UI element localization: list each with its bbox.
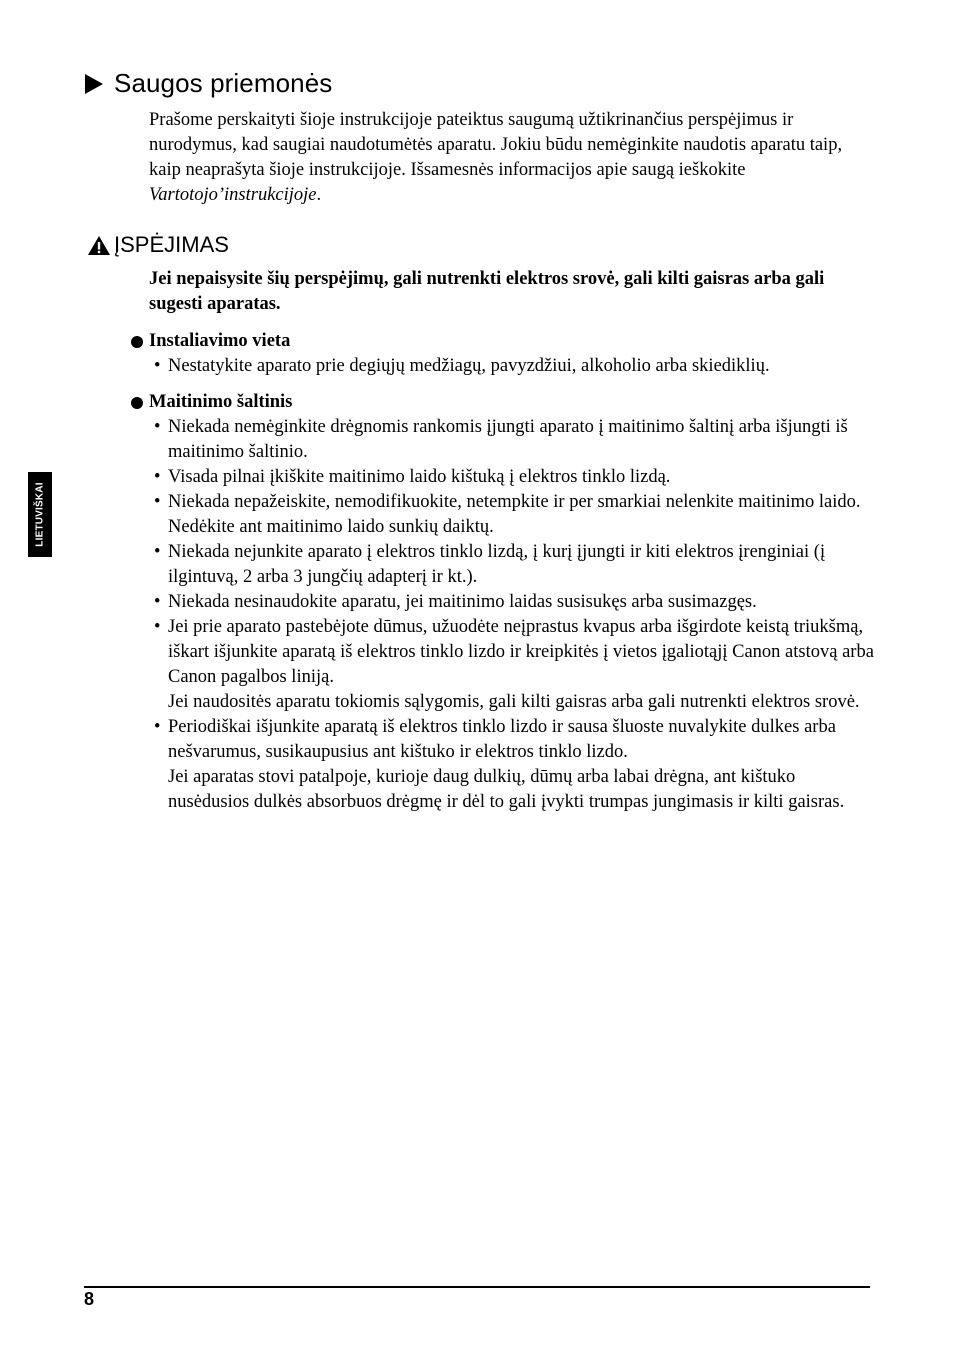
list-item-text: Niekada nesinaudokite aparatu, jei maitinimo laidas susisukęs arba susimazgęs. [168, 592, 757, 612]
list-item [131, 465, 876, 490]
language-side-tab [28, 472, 52, 557]
list-item [131, 354, 876, 379]
bullet-glyph: • [154, 417, 161, 437]
section-power-supply [131, 390, 876, 815]
warning-lead-text: Jei nepaisysite šių perspėjimų, gali nutrenkti elektros srovė, gali kilti gaisras arba gali sugesti aparatas. [149, 269, 825, 314]
list-item [131, 490, 876, 540]
warning-triangle-icon [87, 235, 111, 256]
warning-title: ĮSPĖJIMAS [114, 232, 229, 257]
list-item [131, 715, 876, 815]
list-item-text: Nestatykite aparato prie degiųjų medžiagų, pavyzdžiui, alkoholio arba skiediklių. [168, 356, 770, 376]
bullet-dot-icon [131, 397, 143, 409]
list-item [131, 615, 876, 715]
list-item-text: Visada pilnai įkiškite maitinimo laido kištuką į elektros tinklo lizdą. [168, 467, 671, 487]
section-title: Maitinimo šaltinis [131, 390, 876, 415]
list-item [131, 415, 876, 465]
list-item [131, 540, 876, 590]
list-item-note: Jei aparatas stovi patalpoje, kurioje daug dulkių, dūmų arba labai drėgna, ant kištuko nusėdusios dulkės absorbuos drėgmę ir dėl to gali įvykti trumpas jungimasis ir kilti gaisras. [168, 767, 845, 812]
list-item-text: Niekada nemėginkite drėgnomis rankomis įjungti aparato į maitinimo šaltinį arba išjungti iš maitinimo šaltinio. [168, 417, 848, 462]
bullet-glyph: • [154, 617, 161, 637]
bullet-glyph: • [154, 356, 161, 376]
section-installation [131, 329, 876, 379]
bullet-dot-icon [131, 336, 143, 348]
bullet-list [131, 354, 876, 379]
bullet-list [131, 415, 876, 815]
bullet-glyph: • [154, 492, 161, 512]
right-triangle-icon [84, 73, 104, 95]
page-number: 8 [84, 1289, 95, 1309]
list-item-text: Jei prie aparato pastebėjote dūmus, užuodėte neįprastus kvapus arba išgirdote keistą triukšmą, iškart išjunkite aparatą iš elektros tinklo lizdo ir kreipkitės į vietos įgaliotąjį Canon atstovą arba Canon pagalbos liniją. [168, 617, 874, 687]
section-title: Instaliavimo vieta [131, 329, 876, 354]
intro-text: Prašome perskaityti šioje instrukcijoje pateiktus saugumą užtikrinančius perspėjimus ir nurodymus, kad saugiai naudotumėtės aparatu. Jokiu būdu nemėginkite naudotis aparatu taip, kaip neaprašyta šioje instrukcijoje. Išsamesnės informacijos apie saugą ieškokite [149, 110, 843, 180]
section-heading [84, 68, 332, 99]
list-item [131, 590, 876, 615]
bullet-glyph: • [154, 542, 161, 562]
warning-heading [87, 232, 229, 258]
intro-italic-reference: Vartotojo’instrukcijoje [149, 185, 317, 205]
list-item-text: Niekada nejunkite aparato į elektros tinklo lizdą, į kurį įjungti ir kiti elektros įrenginiai (į ilgintuvą, 2 arba 3 jungčių adapterį ir kt.). [168, 542, 826, 587]
intro-end: . [316, 185, 322, 205]
intro-paragraph [149, 108, 874, 208]
bullet-glyph: • [154, 717, 161, 737]
bullet-glyph: • [154, 592, 161, 612]
footer-rule [84, 1286, 870, 1288]
list-item-text: Periodiškai išjunkite aparatą iš elektros tinklo lizdo ir sausa šluoste nuvalykite dulkes arba nešvarumus, susikaupusius ant kištuko ir elektros tinklo lizdo. [168, 717, 836, 762]
list-item-note: Jei naudositės aparatu tokiomis sąlygomis, gali kilti gaisras arba gali nutrenkti elektros srovė. [168, 692, 860, 712]
list-item-text: Niekada nepažeiskite, nemodifikuokite, netempkite ir per smarkiai nelenkite maitinimo laido. Nedėkite ant maitinimo laido sunkių daiktų. [168, 492, 861, 537]
language-tab-label: LIETUVIŠKAI [34, 482, 46, 547]
bullet-glyph: • [154, 467, 161, 487]
section-heading-title: Saugos priemonės [114, 68, 333, 98]
